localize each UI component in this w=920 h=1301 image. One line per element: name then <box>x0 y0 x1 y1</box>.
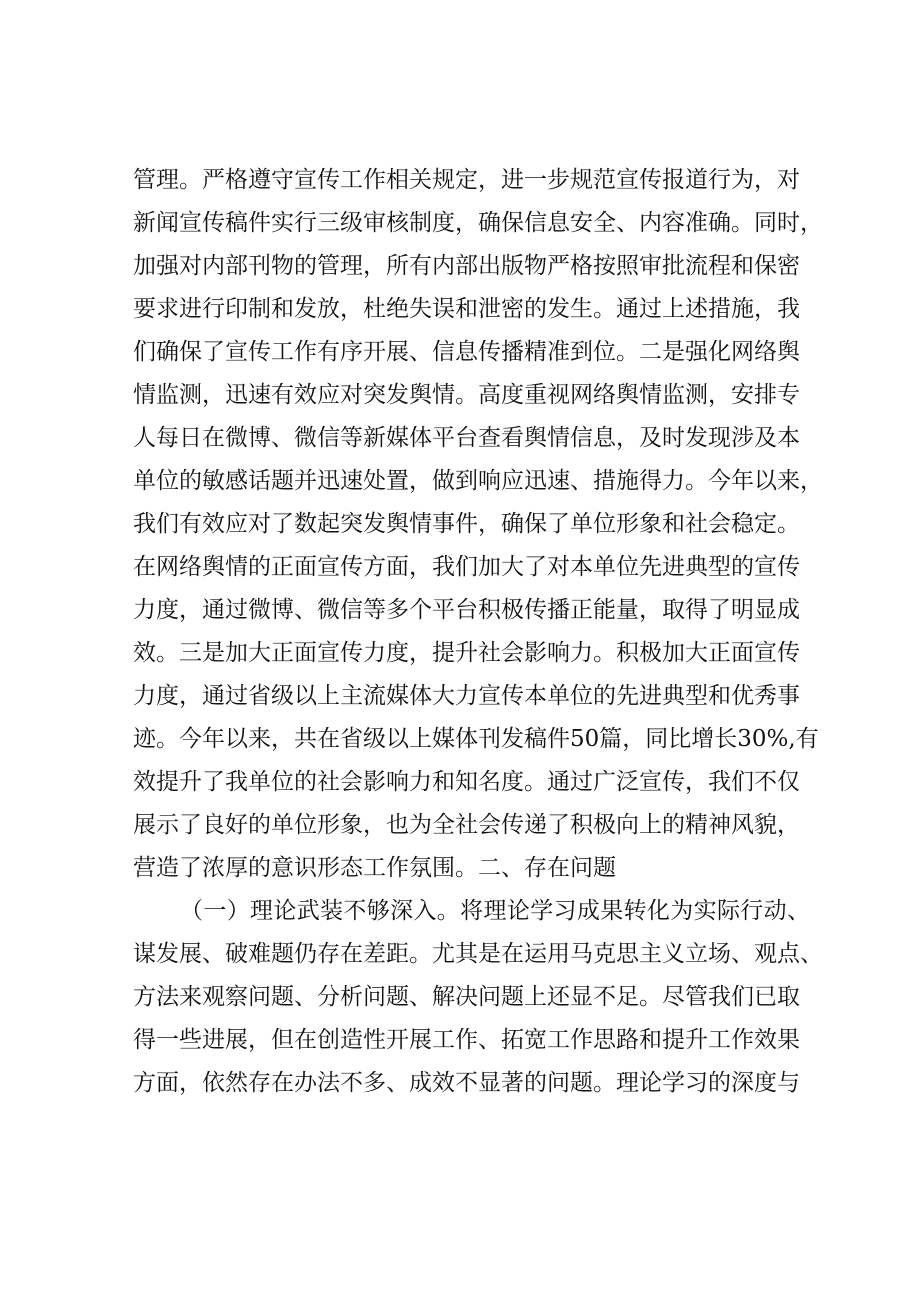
text-line: 力度，通过省级以上主流媒体大力宣传本单位的先进典型和优秀事 <box>133 683 800 709</box>
text-line: 谋发展、破难题仍存在差距。尤其是在运用马克思主义立场、观点、 <box>133 941 823 967</box>
text-line: 方面，依然存在办法不多、成效不显著的问题。理论学习的深度与 <box>133 1070 800 1096</box>
text-line: 我们有效应对了数起突发舆情事件，确保了单位形象和社会稳定。 <box>133 511 800 537</box>
text-line: 加强对内部刊物的管理，所有内部出版物严格按照审批流程和保密 <box>133 253 800 279</box>
text-line: 展示了良好的单位形象，也为全社会传递了积极向上的精神风貌， <box>133 812 800 838</box>
text-line: 效提升了我单位的社会影响力和知名度。通过广泛宣传，我们不仅 <box>133 769 800 795</box>
text-line: 力度，通过微博、微信等多个平台积极传播正能量，取得了明显成 <box>133 597 800 623</box>
text-line: 新闻宣传稿件实行三级审核制度，确保信息安全、内容准确。同时， <box>133 210 823 236</box>
text-line: 迹。今年以来，共在省级以上媒体刊发稿件50篇，同比增长30%,有 <box>133 726 819 752</box>
text-line: 效。三是加大正面宣传力度，提升社会影响力。积极加大正面宣传 <box>133 640 800 666</box>
subsection-heading-line: （一）理论武装不够深入。将理论学习成果转化为实际行动、 <box>180 898 810 924</box>
text-line: 在网络舆情的正面宣传方面，我们加大了对本单位先进典型的宣传 <box>133 554 800 580</box>
text-line: 方法来观察问题、分析问题、解决问题上还显不足。尽管我们已取 <box>133 984 800 1010</box>
text-line: 情监测，迅速有效应对突发舆情。高度重视网络舆情监测，安排专 <box>133 382 800 408</box>
text-line: 人每日在微博、微信等新媒体平台查看舆情信息，及时发现涉及本 <box>133 425 800 451</box>
text-line: 单位的敏感话题并迅速处置，做到响应迅速、措施得力。今年以来， <box>133 468 823 494</box>
text-line: 得一些进展，但在创造性开展工作、拓宽工作思路和提升工作效果 <box>133 1027 800 1053</box>
section-heading-line: 营造了浓厚的意识形态工作氛围。二、存在问题 <box>133 855 616 881</box>
text-line: 管理。严格遵守宣传工作相关规定，进一步规范宣传报道行为，对 <box>133 167 800 193</box>
text-line: 们确保了宣传工作有序开展、信息传播精准到位。二是强化网络舆 <box>133 339 800 365</box>
text-line: 要求进行印制和发放，杜绝失误和泄密的发生。通过上述措施，我 <box>133 296 800 322</box>
